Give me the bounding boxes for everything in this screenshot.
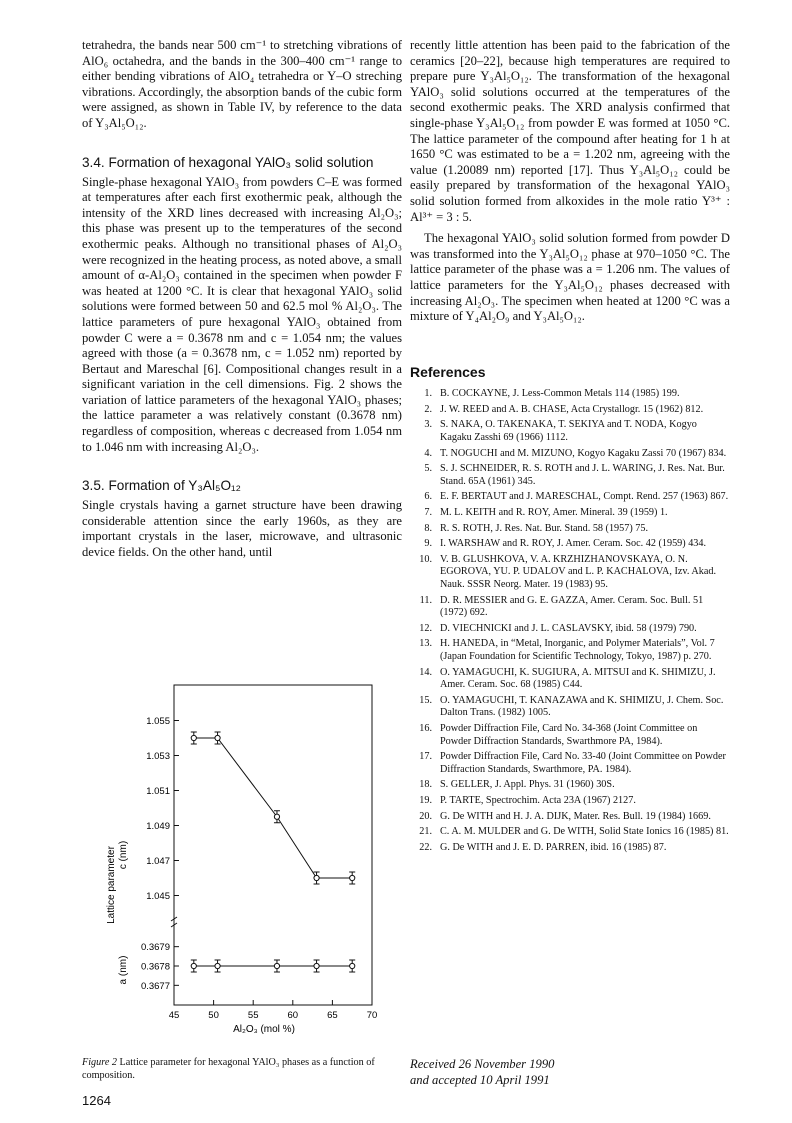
reference-number: 13. <box>419 638 432 650</box>
reference-number: 20. <box>419 810 432 822</box>
reference-number: 7. <box>424 507 432 519</box>
data-point <box>274 814 279 819</box>
reference-text: D. R. MESSIER and G. E. GAZZA, Amer. Ceram. Soc. Bull. 51 (1972) 692. <box>440 594 704 619</box>
y-tick-label: 0.3677 <box>140 980 170 992</box>
data-point <box>215 735 220 740</box>
reference-item <box>410 795 730 808</box>
reference-text: M. L. KEITH and R. ROY, Amer. Mineral. 39 (1959) 1. <box>440 507 668 519</box>
data-point <box>350 875 355 880</box>
data-point <box>215 963 220 968</box>
reference-item <box>410 842 730 855</box>
y-tick-label: 1.047 <box>146 856 170 867</box>
panel-label-a: a (nm) <box>118 955 129 985</box>
reference-item <box>410 695 730 720</box>
received-dates <box>410 1056 554 1088</box>
body-paragraph: recently little attention has been paid to the fabrication of the ceramics [20–22], because high temperatures are required to prepare pure Y₃Al₅O₁₂. The transformation of the hexagonal YAlO₃ solid solutions occurred at the temperatures of the second exothermic peaks. The XRD analysis confirmed that single-phase Y₃Al₅O₁₂ from powder E was formed at 1050 °C. The lattice parameter of the compound after heating for 1 h at 1650 °C was estimated to be a = 1.202 nm, agreeing with the value (1.20089 nm) reported [17]. Thus Y₃Al₅O₁₂ could be easily prepared by transformation of the hexagonal YAlO₃ solid solution formed from alkoxides in the mole ratio Y³⁺ : Al³⁺ = 3 : 5. <box>410 38 730 224</box>
left-column <box>82 38 402 567</box>
y-tick-label: 0.3678 <box>140 961 170 973</box>
data-point <box>191 963 196 968</box>
right-column <box>410 38 730 857</box>
y-tick-label: 1.053 <box>146 751 170 762</box>
section-title: Formation of Y₃Al₅O₁₂ <box>108 478 241 494</box>
plot-frame <box>174 685 372 1005</box>
reference-item <box>410 463 730 488</box>
reference-number: 14. <box>419 666 432 678</box>
data-point <box>314 963 319 968</box>
accepted-line: and accepted 10 April 1991 <box>410 1073 550 1087</box>
panel-label-c: c (nm) <box>118 840 129 870</box>
reference-item <box>410 404 730 417</box>
data-point <box>314 875 319 880</box>
reference-item <box>410 538 730 551</box>
reference-text: J. W. REED and A. B. CHASE, Acta Crystallogr. 15 (1962) 812. <box>440 403 704 415</box>
reference-text: T. NOGUCHI and M. MIZUNO, Kogyo Kagaku Zassi 70 (1967) 834. <box>440 447 727 459</box>
reference-number: 18. <box>419 779 432 791</box>
section-title: Formation of hexagonal YAlO₃ solid solution <box>108 154 374 170</box>
reference-item <box>410 811 730 824</box>
reference-text: H. HANEDA, in “Metal, Inorganic, and Polymer Materials”, Vol. 7 (Japan Foundation for Scientific Technology, Tokyo, 1987) p. 270. <box>440 638 715 662</box>
reference-text: P. TARTE, Spectrochim. Acta 23A (1967) 2127. <box>440 794 636 806</box>
reference-number: 3. <box>424 419 432 431</box>
x-tick-label: 45 <box>168 1010 180 1021</box>
y-tick-label: 1.051 <box>146 786 170 797</box>
body-paragraph: Single-phase hexagonal YAlO₃ from powders C–E was formed at temperatures after each first exothermic peak, although the intensity of the XRD lines decreased with increasing Al₂O₃; this phase was present up to the temperatures of the second exothermic peaks. Although no transitional phases of Al₂O₃ were recognized in the heating process, as noted above, a small amount of α-Al₂O₃ contained in the specimen when powder F was heated at 1200 °C. It is clear that hexagonal YAlO₃ solid solutions were formed between 50 and 62.5 mol % Al₂O₃. The lattice parameters of pure hexagonal YAlO₃ obtained from powder C were a = 0.3678 nm and c = 1.054 nm; the values agreed with those (a = 0.3678 nm, c = 1.052 nm) reported by Bertaut and Mareschal [6]. Compositional changes result in a significant variation in the cell dimensions. Fig. 2 shows the variation of lattice parameters of the hexagonal YAlO₃ phases; the lattice parameter a was relatively constant (0.3678 nm) regardless of composition, whereas c decreased from 1.054 nm to 1.046 nm with increasing Al₂O₃. <box>82 174 402 454</box>
reference-number: 11. <box>419 594 432 606</box>
reference-item <box>410 638 730 663</box>
references-list <box>410 388 730 854</box>
reference-number: 4. <box>424 447 432 459</box>
reference-item <box>410 595 730 620</box>
reference-text: S. NAKA, O. TAKENAKA, T. SEKIYA and T. NODA, Kogyo Kagaku Zasshi 69 (1966) 1112. <box>440 419 697 444</box>
reference-text: S. J. SCHNEIDER, R. S. ROTH and J. L. WARING, J. Res. Nat. Bur. Stand. 65A (1961) 345. <box>440 463 725 487</box>
body-paragraph: tetrahedra, the bands near 500 cm⁻¹ to stretching vibrations of AlO₆ octahedra, and the bands in the 300–400 cm⁻¹ range to either bending vibrations of AlO₄ tetrahedra or Y–O streching vibrations. Accordingly, the absorption bands of the cubic form were assigned, as shown in Table IV, by reference to the data of Y₃Al₅O₁₂. <box>82 38 402 130</box>
reference-number: 6. <box>424 491 432 503</box>
reference-number: 8. <box>424 522 432 534</box>
reference-text: E. F. BERTAUT and J. MARESCHAL, Compt. Rend. 257 (1963) 867. <box>440 491 729 503</box>
section-number: 3.5. <box>82 478 105 494</box>
reference-number: 5. <box>424 463 432 475</box>
page-number: 1264 <box>82 1093 111 1108</box>
y-axis-label: Lattice parameter <box>106 846 117 924</box>
x-tick-label: 50 <box>208 1010 219 1021</box>
caption-label: Figure 2 <box>82 1057 117 1068</box>
reference-number: 21. <box>419 826 432 838</box>
reference-text: C. A. M. MULDER and G. De WITH, Solid State Ionics 16 (1985) 81. <box>440 826 729 838</box>
reference-number: 2. <box>424 403 432 415</box>
reference-item <box>410 388 730 401</box>
reference-text: G. De WITH and H. J. A. DIJK, Mater. Res. Bull. 19 (1984) 1669. <box>440 810 711 822</box>
data-point <box>274 963 279 968</box>
reference-number: 16. <box>419 722 432 734</box>
x-axis-label: Al₂O₃ (mol %) <box>233 1024 295 1035</box>
reference-text: G. De WITH and J. E. D. PARREN, ibid. 16 (1985) 87. <box>440 841 667 853</box>
x-tick-label: 65 <box>327 1010 338 1021</box>
reference-number: 10. <box>419 553 432 565</box>
y-tick-label: 0.3679 <box>140 942 170 954</box>
figure-2 <box>82 675 402 1035</box>
reference-item <box>410 751 730 776</box>
body-paragraph: The hexagonal YAlO₃ solid solution formed from powder D was transformed into the Y₃Al₅O₁₂ phase at 970–1050 °C. The lattice parameter of the phase was a = 1.206 nm. The values of lattice parameters for the Y₃Al₅O₁₂ phases decreased with increasing Al₂O₃. The specimen when heated at 1200 °C was a mixture of Y₄Al₂O₉ and Y₃Al₅O₁₂. <box>410 231 730 324</box>
reference-item <box>410 523 730 536</box>
reference-number: 9. <box>424 538 432 550</box>
reference-number: 17. <box>419 751 432 763</box>
references-title: References <box>410 363 486 380</box>
reference-text: Powder Diffraction File, Card No. 34-368 (Joint Committee on Powder Diffraction Standards, Swarthmore PA, 1984). <box>440 722 698 747</box>
reference-text: I. WARSHAW and R. ROY, J. Amer. Ceram. Soc. 42 (1959) 434. <box>440 538 707 550</box>
data-point <box>191 735 196 740</box>
section-number: 3.4. <box>82 154 105 170</box>
y-tick-label: 1.045 <box>146 891 170 902</box>
reference-text: Powder Diffraction File, Card No. 33-40 (Joint Committee on Powder Diffraction Standards, Swarthmore, PA. 1984). <box>440 751 726 775</box>
reference-text: S. GELLER, J. Appl. Phys. 31 (1960) 30S. <box>440 779 615 791</box>
reference-item <box>410 419 730 444</box>
reference-item <box>410 448 730 461</box>
figure-caption <box>82 1057 402 1082</box>
reference-text: V. B. GLUSHKOVA, V. A. KRZHIZHANOVSKAYA, O. N. EGOROVA, YU. P. UDALOV and L. P. KACHALOVA, Izv. Akad. Nauk. SSSR Neorg. Mater. 19 (1983) 95. <box>440 553 716 590</box>
reference-item <box>410 826 730 839</box>
y-tick-label: 1.049 <box>146 821 170 832</box>
caption-text: Lattice parameter for hexagonal YAlO₃ phases as a function of composition. <box>82 1057 375 1081</box>
body-paragraph: Single crystals having a garnet structure have been drawing considerable attention since the early 1960s, as they are important crystals in the laser, microwave, and ultrasonic device fields. On the other hand, until <box>82 498 402 560</box>
reference-item <box>410 623 730 636</box>
x-tick-label: 60 <box>287 1010 299 1021</box>
reference-item <box>410 491 730 504</box>
y-tick-label: 1.055 <box>146 716 170 727</box>
reference-number: 19. <box>419 794 432 806</box>
reference-number: 22. <box>419 841 432 853</box>
lattice-parameter-chart <box>82 675 402 1035</box>
data-point <box>350 963 355 968</box>
reference-item <box>410 779 730 792</box>
reference-text: O. YAMAGUCHI, K. SUGIURA, A. MITSUI and K. SHIMIZU, J. Amer. Ceram. Soc. 68 (1985) C44. <box>440 666 716 691</box>
received-line: Received 26 November 1990 <box>410 1057 555 1071</box>
reference-text: D. VIECHNICKI and J. L. CASLAVSKY, ibid. 58 (1979) 790. <box>440 622 697 634</box>
reference-number: 15. <box>419 694 432 706</box>
x-tick-label: 55 <box>247 1010 259 1021</box>
reference-item <box>410 667 730 692</box>
section-heading-3-4 <box>82 154 402 171</box>
reference-number: 1. <box>424 388 432 400</box>
reference-number: 12. <box>419 622 432 634</box>
reference-item <box>410 723 730 748</box>
reference-text: O. YAMAGUCHI, T. KANAZAWA and K. SHIMIZU, J. Chem. Soc. Dalton Trans. (1982) 1005. <box>440 694 724 719</box>
x-tick-label: 70 <box>366 1010 378 1021</box>
reference-item <box>410 554 730 592</box>
reference-text: B. COCKAYNE, J. Less-Common Metals 114 (1985) 199. <box>440 388 680 400</box>
reference-item <box>410 507 730 520</box>
reference-text: R. S. ROTH, J. Res. Nat. Bur. Stand. 58 (1957) 75. <box>440 522 648 534</box>
series-line-c <box>194 738 352 878</box>
section-heading-3-5 <box>82 477 402 494</box>
